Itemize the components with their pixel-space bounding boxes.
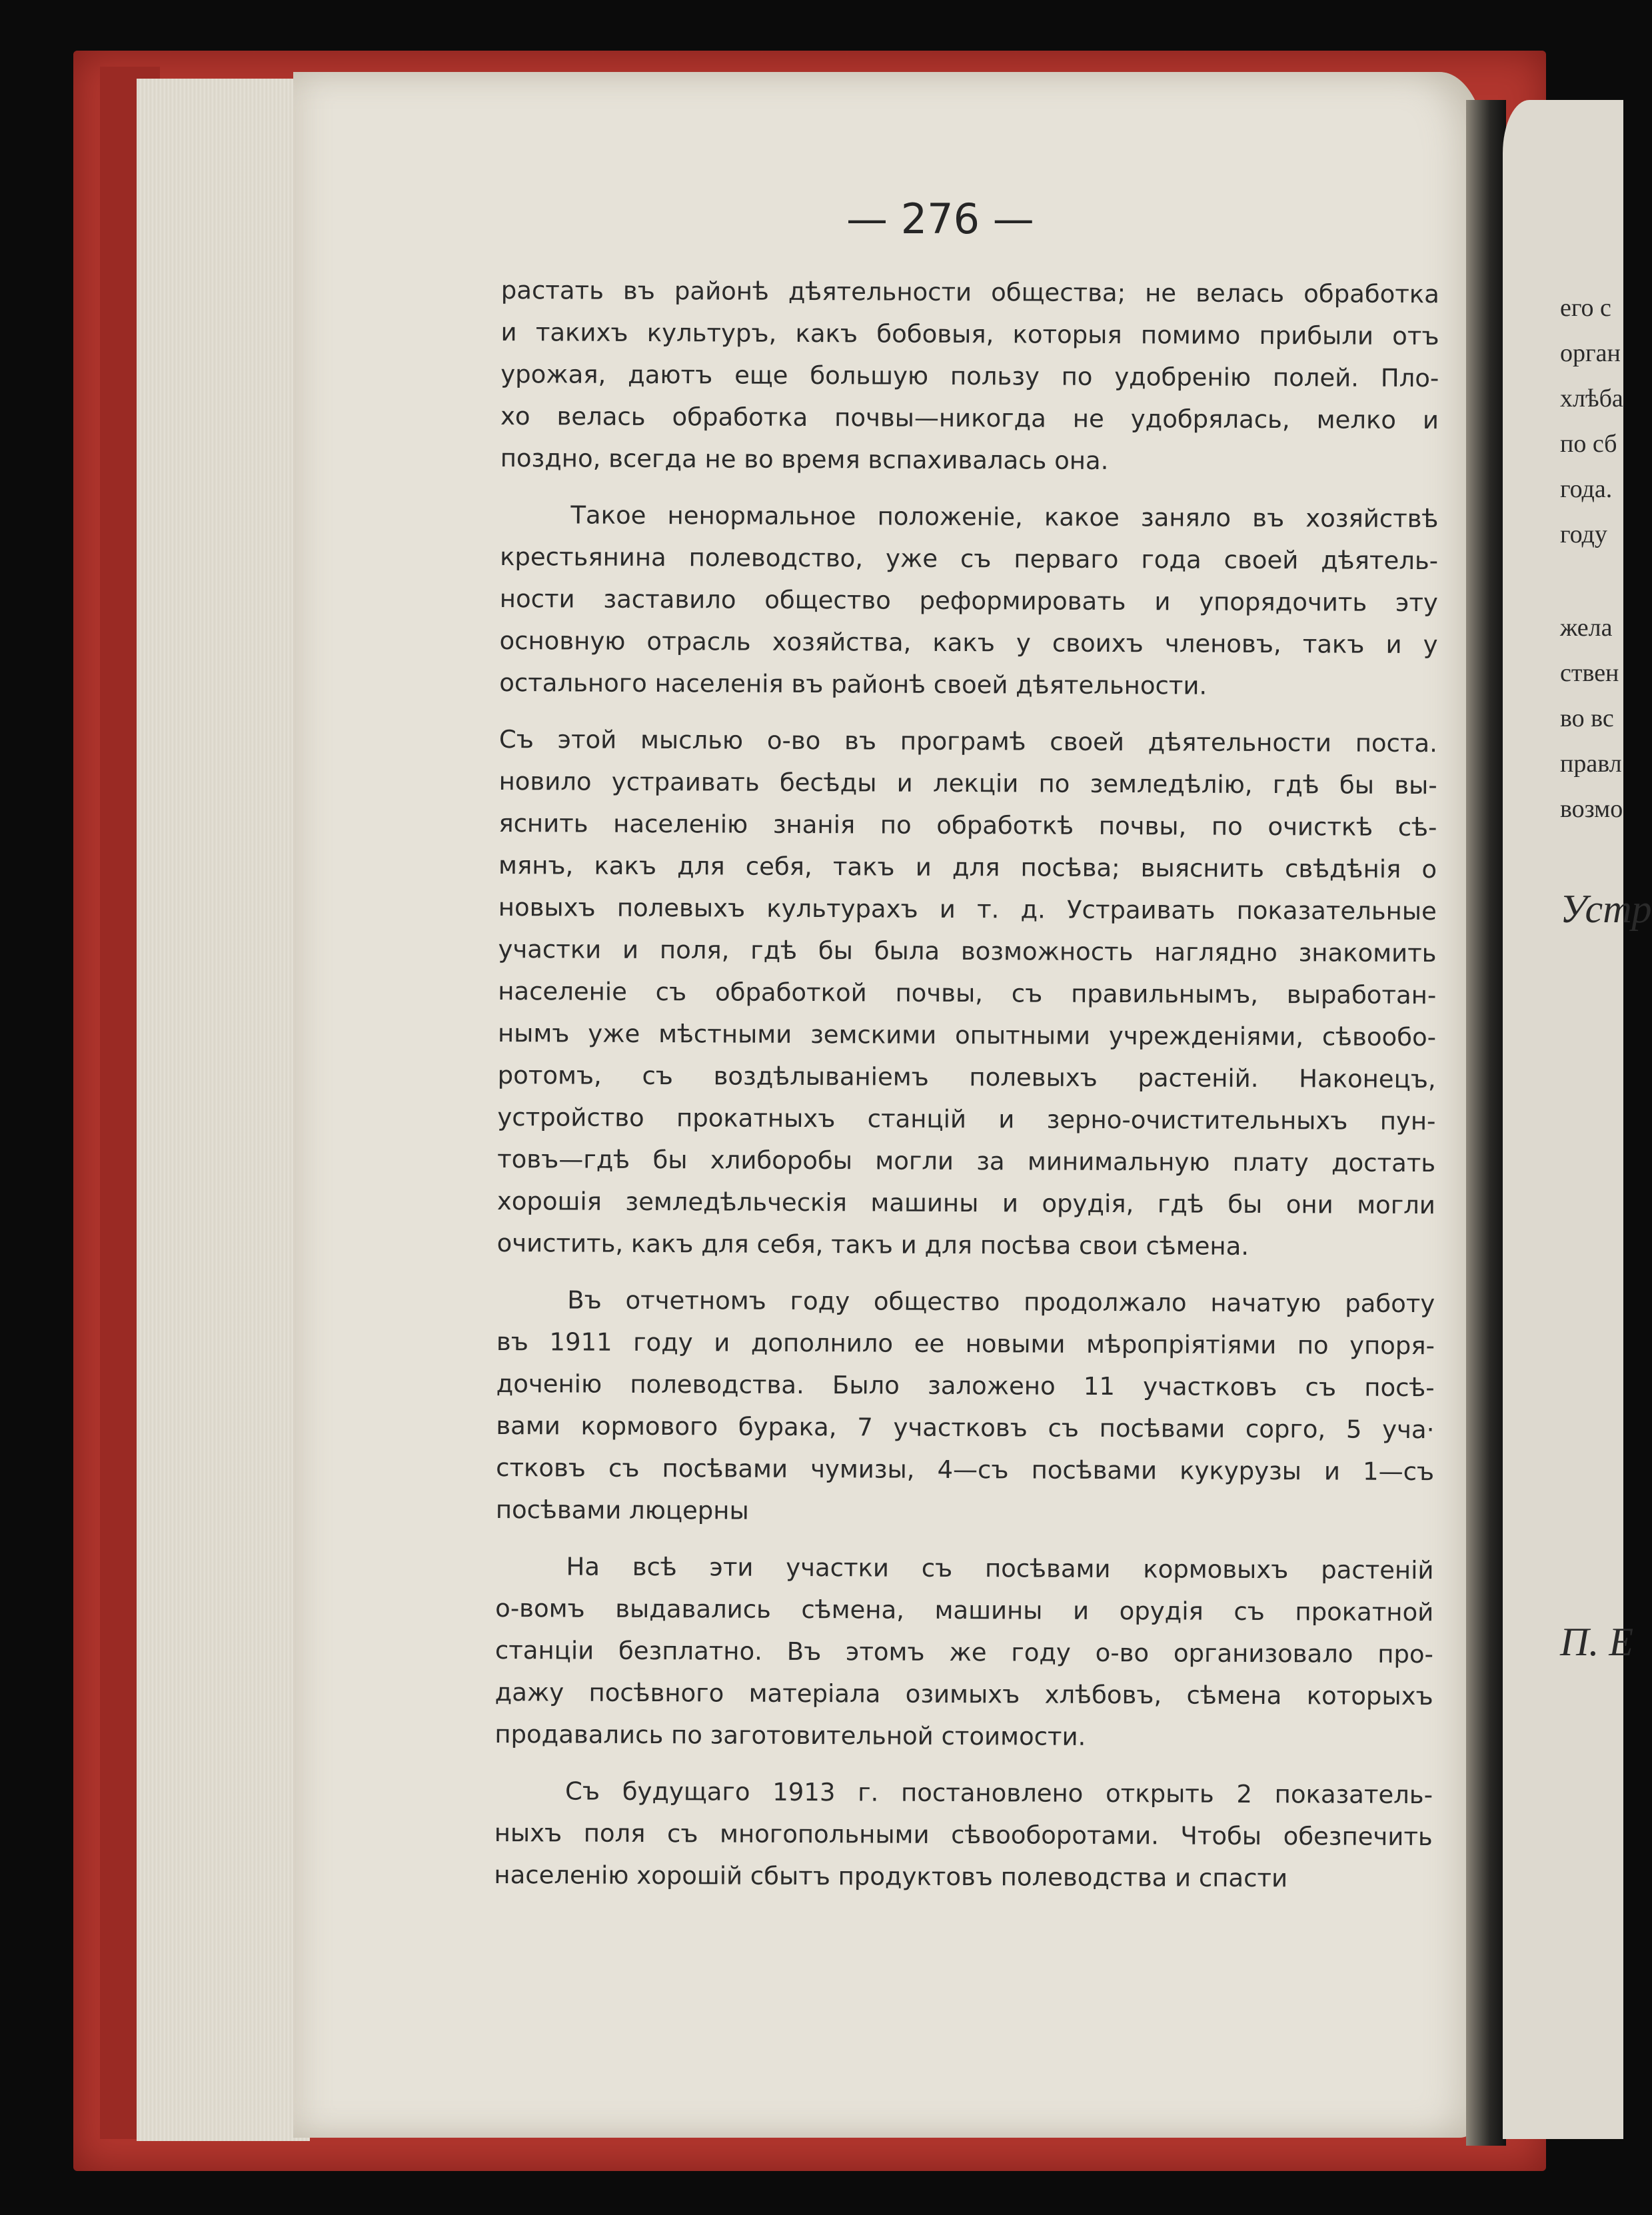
facing-page-fragment: ствен (1560, 659, 1619, 687)
facing-page-fragment: жела (1560, 614, 1613, 642)
text-line: посѣвами люцерны (495, 1495, 749, 1525)
text-line: остального населенія въ районѣ своей дѣятельности. (499, 668, 1208, 700)
text-line: нымъ уже мѣстными земскими опытными учрежденіями, сѣвообо- (497, 1018, 1437, 1052)
text-line: станціи безплатно. Въ этомъ же году о-во организовало про- (494, 1635, 1434, 1669)
paragraph (500, 269, 1439, 483)
paragraph (494, 1770, 1433, 1900)
text-line: хо велась обработка почвы—никогда не удобрялась, мелко и (500, 401, 1439, 435)
text-line: вами кормового бурака, 7 участковъ съ посѣвами сорго, 5 уча· (496, 1411, 1435, 1445)
text-line: основную отрасль хозяйства, какъ у своихъ членовъ, такъ и у (499, 626, 1438, 660)
text-line: Съ этой мыслью о-во въ програмѣ своей дѣятельности поста. (498, 724, 1438, 758)
text-line: участки и поля, гдѣ бы была возможность наглядно знакомить (498, 934, 1437, 968)
text-line: и такихъ культуръ, какъ бобовыя, которыя помимо прибыли отъ (500, 317, 1439, 351)
paragraph (496, 1279, 1435, 1535)
text-line: Такое ненормальное положеніе, какое заняло въ хозяйствѣ (570, 500, 1439, 534)
text-line: доченію полеводства. Было заложено 11 участковъ съ посѣ- (496, 1369, 1435, 1403)
facing-page-fragment: во вс (1560, 704, 1614, 732)
text-line: Съ будущаго 1913 г. постановлено открыть 2 показатель- (564, 1777, 1433, 1810)
facing-page-fragment: по сб (1560, 430, 1617, 458)
text-line: населенію хорошій сбытъ продуктовъ полеводства и спасти (494, 1860, 1288, 1893)
text-line: дажу посѣвного матеріала озимыхъ хлѣбовъ, сѣмена которыхъ (494, 1677, 1433, 1711)
text-line: растать въ районѣ дѣятельности общества; не велась обработка (500, 275, 1439, 309)
facing-page-fragment: возмо (1560, 795, 1623, 823)
text-line: хорошія земледѣльческія машины и орудія, гдѣ бы они могли (496, 1186, 1435, 1220)
text-line: устройство прокатныхъ станцій и зерно-очистительныхъ пун- (497, 1102, 1436, 1136)
text-line: Въ отчетномъ году общество продолжало начатую работу (567, 1285, 1435, 1319)
text-line: новило устраивать бесѣды и лекціи по земледѣлію, гдѣ бы вы- (498, 766, 1437, 800)
facing-page-fragment: хлѣба (1560, 384, 1623, 412)
text-line: ныхъ поля съ многопольными сѣвооборотами. Чтобы обезпечить (494, 1818, 1433, 1852)
page-edges (137, 79, 310, 2141)
book-gutter (1466, 100, 1506, 2146)
facing-page-fragment: году (1560, 520, 1607, 548)
paragraph (499, 494, 1438, 708)
text-line: продавались по заготовительной стоимости. (494, 1719, 1086, 1751)
text-line: урожая, даютъ еще большую пользу по удобренію полей. Пло- (500, 359, 1439, 393)
text-line: мянъ, какъ для себя, такъ и для посѣва; выяснить свѣдѣнія о (498, 850, 1437, 884)
page-body-text (494, 269, 1439, 1914)
text-line: поздно, всегда не во время вспахивалась она. (500, 443, 1109, 475)
facing-page-fragment: его с (1560, 294, 1611, 322)
text-line: яснить населенію знанія по обработкѣ почвы, по очисткѣ сѣ- (498, 808, 1437, 842)
paragraph (494, 1545, 1433, 1759)
page-number: — 276 — (846, 195, 1034, 243)
facing-page-fragment: П. Е (1560, 1620, 1633, 1664)
text-line: въ 1911 году и дополнило ее новыми мѣропріятіями по упоря- (496, 1327, 1435, 1361)
text-line: На всѣ эти участки съ посѣвами кормовыхъ растеній (566, 1552, 1434, 1585)
facing-page-fragment: орган (1560, 339, 1621, 367)
text-line: ности заставило общество реформировать и упорядочить эту (499, 584, 1438, 618)
facing-page-fragment: года. (1560, 475, 1613, 503)
facing-page (1503, 100, 1652, 2139)
paragraph (496, 718, 1437, 1268)
facing-page-fragment: Устр (1560, 887, 1652, 931)
text-line: товъ—гдѣ бы хлиборобы могли за минимальную плату достать (497, 1144, 1436, 1178)
text-line: крестьянина полеводство, уже съ перваго года своей дѣятель- (500, 542, 1439, 576)
text-line: стковъ съ посѣвами чумизы, 4—съ посѣвами кукурузы и 1—съ (496, 1453, 1435, 1487)
text-line: о-вомъ выдавались сѣмена, машины и орудія съ прокатной (495, 1593, 1434, 1627)
text-line: населеніе съ обработкой почвы, съ правильнымъ, выработан- (498, 976, 1437, 1010)
text-line: ротомъ, съ воздѣлываніемъ полевыхъ растеній. Наконецъ, (497, 1060, 1436, 1094)
text-line: очистить, какъ для себя, такъ и для посѣва свои сѣмена. (496, 1228, 1249, 1261)
facing-page-fragment: правл (1560, 750, 1622, 778)
text-line: новыхъ полевыхъ культурахъ и т. д. Устраивать показательные (498, 892, 1437, 926)
